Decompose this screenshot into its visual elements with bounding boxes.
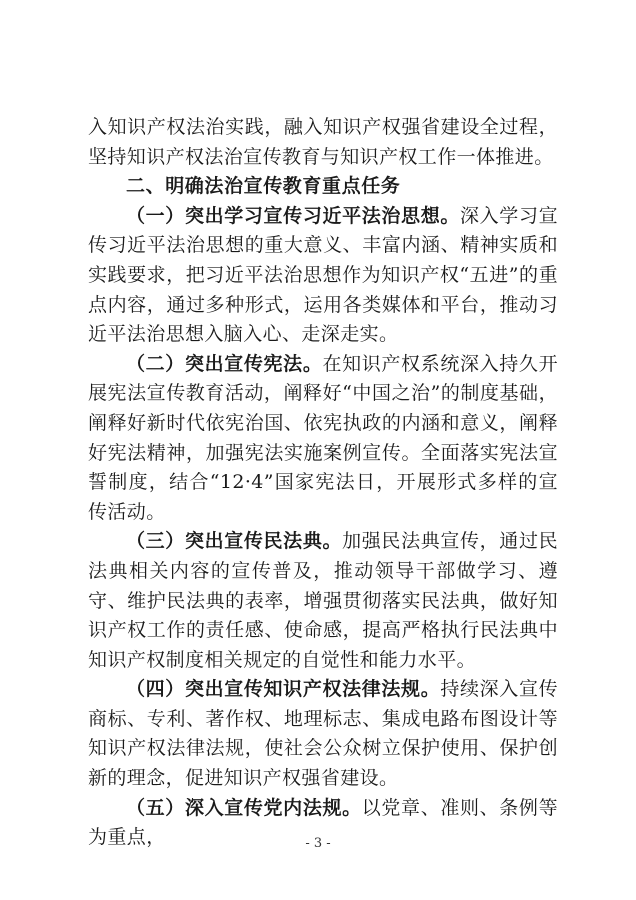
subsection-2-text: 在知识产权系统深入持久开展宪法宣传教育活动，阐释好“中国之治”的制度基础，阐释好新时代依宪治国、依宪执政的内涵和意义，阐释好宪法精神，加强宪法实施案例宣传。全面落实宪法宣誓制度，结合“12·4”国家宪法日，开展形式多样的宣传活动。 [88,352,558,523]
page-number: - 3 - [305,836,331,851]
subsection-2 [88,350,558,528]
subsection-3-text: 加强民法典宣传，通过民法典相关内容的宣传普及，推动领导干部做学习、遵守、维护民法典的表率，增强贯彻落实民法典，做好知识产权工作的责任感、使命感，提高严格执行民法典中知识产权制度相关规定的自觉性和能力水平。 [88,530,558,671]
document-body [88,113,558,853]
subsection-1-title: （一）突出学习宣传习近平法治思想。 [126,204,460,227]
subsection-5-text: 以党章、准则、条例等为重点， [88,796,558,849]
section-heading: 二、明确法治宣传教育重点任务 [126,175,401,198]
subsection-1 [88,202,558,350]
subsection-3 [88,527,558,675]
subsection-5-title: （五）深入宣传党内法规。 [126,796,362,819]
subsection-4-text: 持续深入宣传商标、专利、著作权、地理标志、集成电路布图设计等知识产权法律法规，使社会公众树立保护使用、保护创新的理念，促进知识产权强省建设。 [88,678,558,790]
subsection-3-title: （三）突出宣传民法典。 [126,530,343,553]
subsection-4-title: （四）突出宣传知识产权法律法规。 [126,678,441,701]
subsection-4 [88,675,558,793]
subsection-1-text: 深入学习宣传习近平法治思想的重大意义、丰富内涵、精神实质和实践要求，把习近平法治思想作为知识产权“五进”的重点内容，通过多种形式，运用各类媒体和平台，推动习近平法治思想入脑入心、走深走实。 [88,204,558,346]
continuation-paragraph: 入知识产权法治实践，融入知识产权强省建设全过程，坚持知识产权法治宣传教育与知识产权工作一体推进。 [88,116,558,168]
subsection-2-title: （二）突出宣传宪法。 [126,352,323,375]
